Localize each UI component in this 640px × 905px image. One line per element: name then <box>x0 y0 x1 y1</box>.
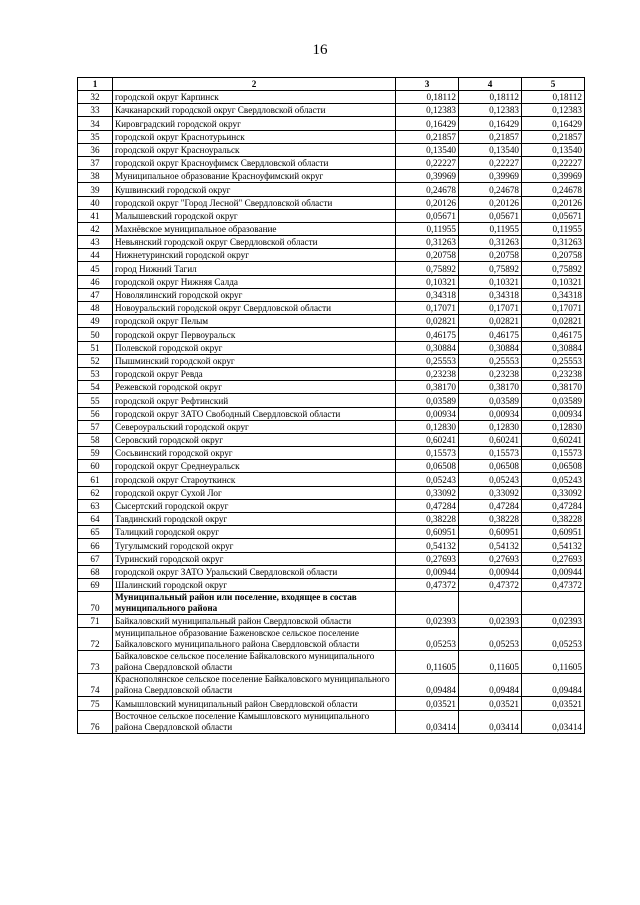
value-col-4: 0,22227 <box>459 156 522 169</box>
value-col-5: 0,34318 <box>522 288 585 301</box>
value-col-4: 0,05253 <box>459 628 522 651</box>
value-col-3: 0,39969 <box>396 170 459 183</box>
value-col-3: 0,21857 <box>396 130 459 143</box>
value-col-5: 0,05253 <box>522 628 585 651</box>
municipality-name: город Нижний Тагил <box>113 262 396 275</box>
value-col-5: 0,00934 <box>522 407 585 420</box>
row-number: 73 <box>78 651 113 674</box>
row-number: 62 <box>78 486 113 499</box>
municipality-name: Новоуральский городской округ Свердловской области <box>113 302 396 315</box>
row-number: 48 <box>78 302 113 315</box>
row-number: 69 <box>78 578 113 591</box>
value-col-4: 0,11955 <box>459 222 522 235</box>
coefficients-table <box>77 77 585 734</box>
value-col-5: 0,31263 <box>522 236 585 249</box>
value-col-5: 0,06508 <box>522 460 585 473</box>
municipality-name: Шалинский городской округ <box>113 578 396 591</box>
value-col-5: 0,17071 <box>522 302 585 315</box>
municipality-name: городской округ Ревда <box>113 367 396 380</box>
value-col-5: 0,23238 <box>522 367 585 380</box>
value-col-5: 0,21857 <box>522 130 585 143</box>
table-row <box>78 275 585 288</box>
municipality-name: Талицкий городской округ <box>113 526 396 539</box>
table-row <box>78 288 585 301</box>
row-number: 50 <box>78 328 113 341</box>
table-row <box>78 249 585 262</box>
value-col-4: 0,00934 <box>459 407 522 420</box>
table-row <box>78 592 585 615</box>
municipality-name: Тугулымский городской округ <box>113 539 396 552</box>
row-number: 58 <box>78 433 113 446</box>
value-col-3: 0,60951 <box>396 526 459 539</box>
table-row <box>78 341 585 354</box>
table-row <box>78 499 585 512</box>
value-col-5: 0,13540 <box>522 143 585 156</box>
table-row <box>78 447 585 460</box>
row-number: 68 <box>78 565 113 578</box>
value-col-3: 0,16429 <box>396 117 459 130</box>
value-col-5: 0,11955 <box>522 222 585 235</box>
municipality-name: городской округ Краснотурьинск <box>113 130 396 143</box>
municipality-name: Полевской городской округ <box>113 341 396 354</box>
value-col-5: 0,00944 <box>522 565 585 578</box>
row-number: 36 <box>78 143 113 156</box>
value-col-5: 0,10321 <box>522 275 585 288</box>
value-col-5: 0,11605 <box>522 651 585 674</box>
table-row <box>78 526 585 539</box>
value-col-5: 0,03521 <box>522 697 585 710</box>
value-col-5: 0,02393 <box>522 615 585 628</box>
value-col-4: 0,75892 <box>459 262 522 275</box>
table-row <box>78 552 585 565</box>
municipality-name: Серовский городской округ <box>113 433 396 446</box>
value-col-4: 0,30884 <box>459 341 522 354</box>
row-number: 53 <box>78 367 113 380</box>
row-number: 44 <box>78 249 113 262</box>
municipality-name: Восточное сельское поселение Камышловского муниципального района Свердловской области <box>113 710 396 733</box>
table-row <box>78 262 585 275</box>
value-col-3: 0,38228 <box>396 513 459 526</box>
table-row <box>78 615 585 628</box>
table-row <box>78 381 585 394</box>
value-col-5: 0,02821 <box>522 315 585 328</box>
value-col-3: 0,00944 <box>396 565 459 578</box>
row-number: 35 <box>78 130 113 143</box>
value-col-5: 0,25553 <box>522 354 585 367</box>
value-col-5: 0,46175 <box>522 328 585 341</box>
row-number: 46 <box>78 275 113 288</box>
value-col-5: 0,54132 <box>522 539 585 552</box>
value-col-5: 0,12383 <box>522 104 585 117</box>
value-col-4: 0,03589 <box>459 394 522 407</box>
table-row <box>78 513 585 526</box>
value-col-5: 0,09484 <box>522 674 585 697</box>
municipality-name: городской округ Пелым <box>113 315 396 328</box>
value-col-4: 0,18112 <box>459 91 522 104</box>
value-col-4 <box>459 592 522 615</box>
value-col-3 <box>396 592 459 615</box>
table-row <box>78 420 585 433</box>
value-col-3: 0,33092 <box>396 486 459 499</box>
municipality-name: Туринский городской округ <box>113 552 396 565</box>
value-col-4: 0,11605 <box>459 651 522 674</box>
value-col-4: 0,09484 <box>459 674 522 697</box>
page-number: 16 <box>312 42 328 58</box>
row-number: 39 <box>78 183 113 196</box>
row-number: 38 <box>78 170 113 183</box>
value-col-4: 0,47284 <box>459 499 522 512</box>
value-col-3: 0,47372 <box>396 578 459 591</box>
table-row <box>78 196 585 209</box>
row-number: 75 <box>78 697 113 710</box>
table-row <box>78 104 585 117</box>
municipality-name: городской округ Сухой Лог <box>113 486 396 499</box>
municipality-name: Пышминский городской округ <box>113 354 396 367</box>
value-col-3: 0,75892 <box>396 262 459 275</box>
value-col-4: 0,60241 <box>459 433 522 446</box>
municipality-name: городской округ ЗАТО Уральский Свердловской области <box>113 565 396 578</box>
municipality-name: Сосьвинский городской округ <box>113 447 396 460</box>
municipality-name: Байкаловское сельское поселение Байкаловского муниципального района Свердловской области <box>113 651 396 674</box>
row-number: 72 <box>78 628 113 651</box>
value-col-4: 0,23238 <box>459 367 522 380</box>
value-col-3: 0,05671 <box>396 209 459 222</box>
table-row <box>78 433 585 446</box>
value-col-3: 0,31263 <box>396 236 459 249</box>
value-col-4: 0,02393 <box>459 615 522 628</box>
value-col-5: 0,33092 <box>522 486 585 499</box>
value-col-3: 0,60241 <box>396 433 459 446</box>
table-row <box>78 539 585 552</box>
value-col-4: 0,03521 <box>459 697 522 710</box>
table-row <box>78 674 585 697</box>
value-col-4: 0,20126 <box>459 196 522 209</box>
row-number: 47 <box>78 288 113 301</box>
row-number: 52 <box>78 354 113 367</box>
column-header: 3 <box>396 78 459 91</box>
municipality-name: Муниципальное образование Красноуфимский округ <box>113 170 396 183</box>
table-row <box>78 460 585 473</box>
table-row <box>78 222 585 235</box>
table-row <box>78 156 585 169</box>
value-col-5: 0,38170 <box>522 381 585 394</box>
value-col-5: 0,12830 <box>522 420 585 433</box>
value-col-4: 0,39969 <box>459 170 522 183</box>
table-row <box>78 236 585 249</box>
value-col-3: 0,11955 <box>396 222 459 235</box>
table-row <box>78 697 585 710</box>
value-col-3: 0,11605 <box>396 651 459 674</box>
municipality-name: Североуральский городской округ <box>113 420 396 433</box>
value-col-4: 0,12383 <box>459 104 522 117</box>
table-row <box>78 473 585 486</box>
row-number: 66 <box>78 539 113 552</box>
row-number: 45 <box>78 262 113 275</box>
value-col-4: 0,05671 <box>459 209 522 222</box>
value-col-5: 0,60951 <box>522 526 585 539</box>
column-header: 1 <box>78 78 113 91</box>
table-row <box>78 315 585 328</box>
row-number: 76 <box>78 710 113 733</box>
row-number: 54 <box>78 381 113 394</box>
value-col-3: 0,03414 <box>396 710 459 733</box>
value-col-4: 0,25553 <box>459 354 522 367</box>
municipality-name: городской округ Нижняя Салда <box>113 275 396 288</box>
value-col-3: 0,22227 <box>396 156 459 169</box>
value-col-4: 0,13540 <box>459 143 522 156</box>
value-col-4: 0,21857 <box>459 130 522 143</box>
value-col-5: 0,22227 <box>522 156 585 169</box>
municipality-name: муниципальное образование Баженовское сельское поселение Байкаловского муниципального района Свердловской области <box>113 628 396 651</box>
municipality-name: городской округ Красноуральск <box>113 143 396 156</box>
value-col-4: 0,17071 <box>459 302 522 315</box>
row-number: 61 <box>78 473 113 486</box>
value-col-3: 0,30884 <box>396 341 459 354</box>
value-col-4: 0,02821 <box>459 315 522 328</box>
table-row <box>78 628 585 651</box>
row-number: 65 <box>78 526 113 539</box>
municipality-name: Нижнетуринский городской округ <box>113 249 396 262</box>
value-col-4: 0,20758 <box>459 249 522 262</box>
row-number: 41 <box>78 209 113 222</box>
table-row <box>78 394 585 407</box>
value-col-4: 0,00944 <box>459 565 522 578</box>
table-body <box>78 91 585 734</box>
value-col-3: 0,46175 <box>396 328 459 341</box>
row-number: 55 <box>78 394 113 407</box>
row-number: 57 <box>78 420 113 433</box>
value-col-5: 0,03589 <box>522 394 585 407</box>
value-col-5: 0,75892 <box>522 262 585 275</box>
value-col-4: 0,10321 <box>459 275 522 288</box>
value-col-4: 0,47372 <box>459 578 522 591</box>
row-number: 74 <box>78 674 113 697</box>
value-col-4: 0,46175 <box>459 328 522 341</box>
value-col-3: 0,02821 <box>396 315 459 328</box>
value-col-3: 0,25553 <box>396 354 459 367</box>
value-col-5: 0,03414 <box>522 710 585 733</box>
municipality-name: Кировградский городской округ <box>113 117 396 130</box>
value-col-5: 0,27693 <box>522 552 585 565</box>
table-row <box>78 209 585 222</box>
municipality-name: городской округ Красноуфимск Свердловской области <box>113 156 396 169</box>
value-col-3: 0,20126 <box>396 196 459 209</box>
table-row <box>78 407 585 420</box>
value-col-3: 0,00934 <box>396 407 459 420</box>
value-col-3: 0,12383 <box>396 104 459 117</box>
value-col-3: 0,13540 <box>396 143 459 156</box>
value-col-5: 0,15573 <box>522 447 585 460</box>
value-col-4: 0,38170 <box>459 381 522 394</box>
row-number: 49 <box>78 315 113 328</box>
table-row <box>78 170 585 183</box>
table-row <box>78 651 585 674</box>
municipality-name: Невьянский городской округ Свердловской области <box>113 236 396 249</box>
value-col-5: 0,47372 <box>522 578 585 591</box>
table-row <box>78 183 585 196</box>
column-header: 4 <box>459 78 522 91</box>
row-number: 40 <box>78 196 113 209</box>
value-col-3: 0,47284 <box>396 499 459 512</box>
row-number: 56 <box>78 407 113 420</box>
value-col-4: 0,12830 <box>459 420 522 433</box>
value-col-5: 0,60241 <box>522 433 585 446</box>
row-number: 33 <box>78 104 113 117</box>
table-row <box>78 130 585 143</box>
municipality-name: Малышевский городской округ <box>113 209 396 222</box>
row-number: 71 <box>78 615 113 628</box>
municipality-name: Махнёвское муниципальное образование <box>113 222 396 235</box>
row-number: 70 <box>78 592 113 615</box>
value-col-3: 0,09484 <box>396 674 459 697</box>
municipality-name: Муниципальный район или поселение, входящее в состав муниципального района <box>113 592 396 615</box>
municipality-name: городской округ "Город Лесной" Свердловской области <box>113 196 396 209</box>
table-row <box>78 302 585 315</box>
value-col-3: 0,12830 <box>396 420 459 433</box>
table-row <box>78 117 585 130</box>
table-row <box>78 91 585 104</box>
table-row <box>78 354 585 367</box>
municipality-name: городской округ Карпинск <box>113 91 396 104</box>
value-col-5: 0,24678 <box>522 183 585 196</box>
column-header: 5 <box>522 78 585 91</box>
table-row <box>78 578 585 591</box>
municipality-name: Байкаловский муниципальный район Свердловской области <box>113 615 396 628</box>
municipality-name: городской округ Первоуральск <box>113 328 396 341</box>
row-number: 64 <box>78 513 113 526</box>
value-col-4: 0,60951 <box>459 526 522 539</box>
municipality-name: Новолялинский городской округ <box>113 288 396 301</box>
row-number: 63 <box>78 499 113 512</box>
value-col-5: 0,47284 <box>522 499 585 512</box>
value-col-4: 0,03414 <box>459 710 522 733</box>
value-col-5: 0,20126 <box>522 196 585 209</box>
value-col-3: 0,02393 <box>396 615 459 628</box>
municipality-name: Краснополянское сельское поселение Байкаловского муниципального района Свердловской области <box>113 674 396 697</box>
value-col-3: 0,05253 <box>396 628 459 651</box>
value-col-3: 0,18112 <box>396 91 459 104</box>
value-col-3: 0,10321 <box>396 275 459 288</box>
municipality-name: городской округ ЗАТО Свободный Свердловской области <box>113 407 396 420</box>
municipality-name: Кушвинский городской округ <box>113 183 396 196</box>
municipality-name: Качканарский городской округ Свердловской области <box>113 104 396 117</box>
table-row <box>78 367 585 380</box>
table-row <box>78 328 585 341</box>
value-col-5: 0,39969 <box>522 170 585 183</box>
table-header-row <box>78 78 585 91</box>
value-col-5: 0,05671 <box>522 209 585 222</box>
column-header: 2 <box>113 78 396 91</box>
value-col-3: 0,17071 <box>396 302 459 315</box>
row-number: 67 <box>78 552 113 565</box>
row-number: 42 <box>78 222 113 235</box>
municipality-name: Режевской городской округ <box>113 381 396 394</box>
table-row <box>78 486 585 499</box>
value-col-5: 0,16429 <box>522 117 585 130</box>
municipality-name: Сысертский городской округ <box>113 499 396 512</box>
value-col-5: 0,18112 <box>522 91 585 104</box>
value-col-3: 0,27693 <box>396 552 459 565</box>
value-col-4: 0,16429 <box>459 117 522 130</box>
value-col-4: 0,31263 <box>459 236 522 249</box>
municipality-name: городской округ Среднеуральск <box>113 460 396 473</box>
municipality-name: городской округ Староуткинск <box>113 473 396 486</box>
value-col-4: 0,05243 <box>459 473 522 486</box>
table-row <box>78 565 585 578</box>
table-row <box>78 710 585 733</box>
value-col-3: 0,54132 <box>396 539 459 552</box>
municipality-name: Тавдинский городской округ <box>113 513 396 526</box>
row-number: 60 <box>78 460 113 473</box>
row-number: 32 <box>78 91 113 104</box>
value-col-4: 0,54132 <box>459 539 522 552</box>
value-col-3: 0,15573 <box>396 447 459 460</box>
value-col-5: 0,38228 <box>522 513 585 526</box>
value-col-3: 0,20758 <box>396 249 459 262</box>
value-col-4: 0,27693 <box>459 552 522 565</box>
row-number: 37 <box>78 156 113 169</box>
value-col-4: 0,38228 <box>459 513 522 526</box>
value-col-3: 0,05243 <box>396 473 459 486</box>
value-col-4: 0,33092 <box>459 486 522 499</box>
value-col-3: 0,34318 <box>396 288 459 301</box>
value-col-3: 0,03521 <box>396 697 459 710</box>
value-col-5: 0,05243 <box>522 473 585 486</box>
municipality-name: Камышловский муниципальный район Свердловской области <box>113 697 396 710</box>
value-col-4: 0,34318 <box>459 288 522 301</box>
value-col-5 <box>522 592 585 615</box>
value-col-3: 0,03589 <box>396 394 459 407</box>
value-col-5: 0,20758 <box>522 249 585 262</box>
value-col-5: 0,30884 <box>522 341 585 354</box>
municipality-name: городской округ Рефтинский <box>113 394 396 407</box>
value-col-4: 0,24678 <box>459 183 522 196</box>
value-col-3: 0,06508 <box>396 460 459 473</box>
row-number: 43 <box>78 236 113 249</box>
value-col-3: 0,24678 <box>396 183 459 196</box>
table-row <box>78 143 585 156</box>
row-number: 34 <box>78 117 113 130</box>
value-col-4: 0,06508 <box>459 460 522 473</box>
row-number: 59 <box>78 447 113 460</box>
value-col-3: 0,23238 <box>396 367 459 380</box>
value-col-3: 0,38170 <box>396 381 459 394</box>
value-col-4: 0,15573 <box>459 447 522 460</box>
row-number: 51 <box>78 341 113 354</box>
